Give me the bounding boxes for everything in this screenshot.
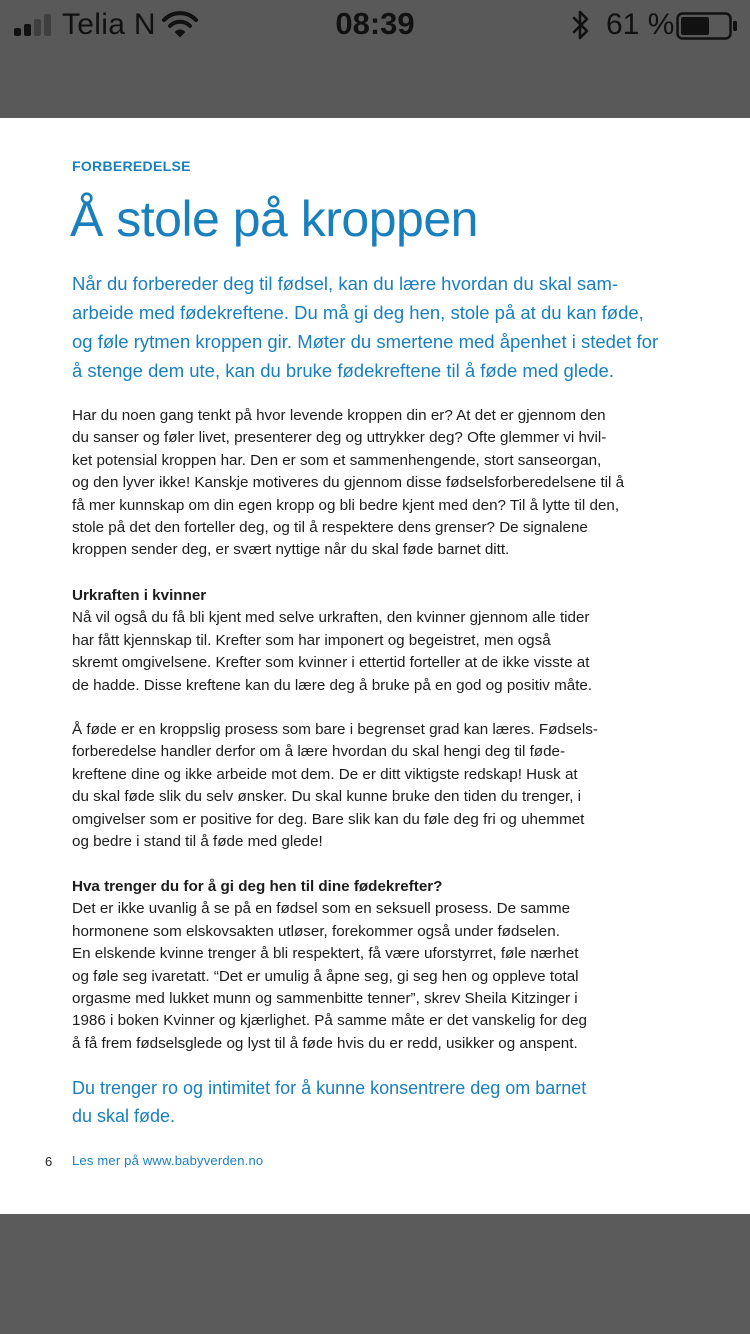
carrier-name: Telia N (62, 8, 156, 41)
paragraph-fodsel (72, 719, 652, 853)
text-line: kreftene dine og ikke arbeide mot dem. De er ditt viktigste redskap! Husk at (72, 765, 578, 783)
lead-paragraph (72, 269, 672, 385)
text-line: forberedelse handler derfor om å lære hvordan du skal hengi deg til føde- (72, 743, 566, 761)
text-line: og bedre i stand til å føde med glede! (72, 833, 323, 851)
text-line: En elskende kvinne trenger å bli respektert, få være uforstyrret, føle nærhet (72, 945, 579, 963)
text-line: og den lyver ikke! Kanskje motiveres du gjennom disse fødselsforberedelsene til å (72, 474, 625, 492)
pull-quote (72, 1074, 672, 1130)
text-line: stole på det den forteller deg, og til å respektere dens grenser? De signalene (72, 519, 588, 537)
text-line: Det er ikke uvanlig å se på en fødsel som en seksuell prosess. De samme (72, 900, 571, 918)
battery-percentage: 61 % (606, 8, 675, 41)
bluetooth-icon (570, 10, 592, 40)
viewer-background (0, 1214, 750, 1334)
text-line: 1986 i boken Kvinner og kjærlighet. På samme måte er det vanskelig for deg (72, 1012, 587, 1030)
status-clock: 08:39 (335, 6, 415, 41)
text-line: de hadde. Disse kreftene kan du lære deg å bruke på en god og positiv måte. (72, 676, 593, 694)
battery-icon (676, 12, 738, 40)
document-page[interactable] (0, 118, 750, 1214)
text-line: skremt omgivelsene. Krefter som kvinner i ettertid forteller at de ikke visste at (72, 654, 590, 672)
paragraph-intro (72, 405, 652, 562)
section-hengi-deg (72, 876, 652, 1055)
text-line: Har du noen gang tenkt på hvor levende kroppen din er? At det er gjennom den (72, 407, 606, 424)
pull-quote-line: du skal føde. (72, 1106, 176, 1126)
text-line: Å føde er en kroppslig prosess som bare i begrenset grad kan læres. Fødsels- (72, 721, 598, 738)
lead-line: arbeide med fødekreftene. Du må gi deg hen, stole på at du kan føde, (72, 302, 644, 323)
text-line: ket potensial kroppen har. Den er som et sammenhengende, stort sanseorgan, (72, 451, 602, 469)
text-line: orgasme med lukket munn og sammenbitte tenner”, skrev Sheila Kitzinger i (72, 990, 578, 1008)
text-line: hormonene som elskovsakten utløser, forekommer også under fødselen. (72, 922, 560, 940)
text-line: du skal føde slik du selv ønsker. Du skal kunne bruke den tiden du trenger, i (72, 788, 582, 806)
text-line: Nå vil også du få bli kjent med selve urkraften, den kvinner gjennom alle tider (72, 609, 590, 627)
status-bar-row (0, 0, 750, 52)
section-heading: Urkraften i kvinner (72, 587, 207, 604)
lead-line: Når du forbereder deg til fødsel, kan du lære hvordan du skal sam- (72, 273, 619, 294)
text-line: omgivelser som er positive for deg. Bare slik kan du føle deg fri og uhemmet (72, 810, 585, 828)
page-number: 6 (45, 1154, 53, 1169)
text-line: du sanser og føler livet, presenterer deg og uttrykker deg? Ofte glemmer vi hvil- (72, 429, 607, 447)
text-line: og føle seg ivaretatt. “Det er umulig å åpne seg, gi seg hen og oppleve total (72, 967, 579, 985)
footer-link[interactable]: Les mer på www.babyverden.no (72, 1153, 264, 1168)
pull-quote-line: Du trenger ro og intimitet for å kunne konsentrere deg om barnet (72, 1078, 587, 1098)
text-line: få mer kunnskap om din egen kropp og bli bedre kjent med den? Til å lytte til den, (72, 496, 620, 514)
section-urkraften (72, 585, 652, 697)
lead-line: og føle rytmen kroppen gir. Møter du smertene med åpenhet i stedet for (72, 331, 659, 352)
page-title: Å stole på kroppen (70, 191, 478, 247)
section-label: FORBEREDELSE (72, 158, 191, 174)
text-line: har fått kjennskap til. Krefter som har imponert og begeistret, men også (72, 631, 551, 649)
section-heading: Hva trenger du for å gi deg hen til dine fødekrefter? (72, 878, 443, 895)
lead-line: å stenge dem ute, kan du bruke fødekreftene til å føde med glede. (72, 360, 614, 381)
text-line: å få frem fødselsglede og lyst til å føde hvis du er redd, usikker og anspent. (72, 1034, 578, 1052)
text-line: kroppen sender deg, er svært nyttige når du skal føde barnet ditt. (72, 541, 510, 559)
status-bar (0, 0, 750, 118)
